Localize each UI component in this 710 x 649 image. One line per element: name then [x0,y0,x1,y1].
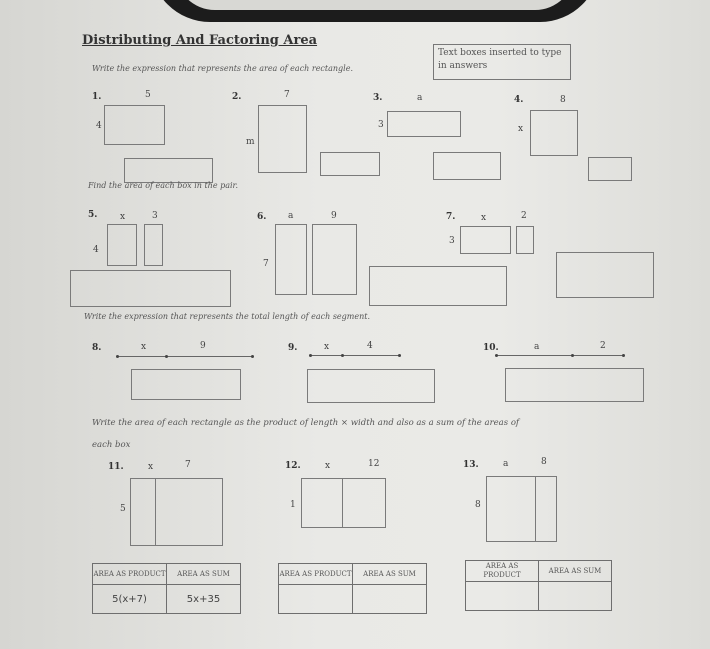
problem-12-header-sum: AREA AS SUM [353,564,427,585]
problem-10-segment-a: a [534,342,540,352]
problem-6-number: 6. [257,212,267,222]
problem-2-number: 2. [232,92,242,102]
problem-11-side-label: 5 [120,504,126,514]
problem-10-number: 10. [483,343,499,353]
problem-11-answer-sum[interactable]: 5x+35 [167,585,241,614]
problem-5-answer-box[interactable] [70,270,231,307]
problem-4-side-label: x [518,124,524,134]
problem-9-point-start [309,354,312,357]
problem-13-answer-sum[interactable] [539,582,612,611]
problem-10-segment [496,355,624,356]
problem-1-side-label: 4 [96,121,102,131]
problem-9-segment-a: x [324,342,330,352]
problem-7-side-label: 3 [449,236,455,246]
problem-7-top-b: 2 [521,211,527,221]
problem-11-top-a: x [148,462,154,472]
answer-note-box[interactable]: Text boxes inserted to type in answers [433,44,571,80]
problem-12-header-product: AREA AS PRODUCT [279,564,353,585]
problem-11-area-table [92,563,241,614]
problem-12-side-label: 1 [290,500,296,510]
problem-1-answer-box[interactable] [124,158,213,183]
problem-10-point-end [622,354,625,357]
problem-13-top-b: 8 [541,457,547,467]
problem-3-top-label: a [417,93,423,103]
problem-12-area-table [278,563,427,614]
problem-12-number: 12. [285,461,301,471]
problem-6-side-label: 7 [263,259,269,269]
problem-8-answer-box[interactable] [131,369,241,400]
problem-3-side-label: 3 [378,120,384,130]
problem-3-rectangle [387,111,461,137]
problem-11-answer-product[interactable]: 5(x+7) [93,585,167,614]
problem-6-top-a: a [288,211,294,221]
problem-6-box-b [312,224,357,295]
problem-13-rectangle [486,476,557,542]
problem-5-box-b [144,224,163,266]
problem-12-answer-sum[interactable] [353,585,427,614]
problem-11-rectangle [130,478,223,546]
problem-9-segment-b: 4 [367,341,373,351]
problem-2-answer-box[interactable] [320,152,380,176]
problem-1-rectangle [104,105,165,145]
problem-11-number: 11. [108,462,124,472]
problem-10-point-start [495,354,498,357]
problem-4-answer-box[interactable] [588,157,632,181]
problem-13-divider [535,476,536,542]
problem-13-side-label: 8 [475,500,481,510]
problem-4-top-label: 8 [560,95,566,105]
instruction-part4-line2: each box [92,440,131,450]
problem-8-segment-b: 9 [200,341,206,351]
instruction-part1: Write the expression that represents the area of each rectangle. [92,64,353,73]
problem-9-point-mid [341,354,344,357]
problem-13-header-sum: AREA AS SUM [539,561,612,582]
worksheet-title: Distributing And Factoring Area [82,33,318,48]
problem-12-top-a: x [325,461,331,471]
problem-9-number: 9. [288,343,298,353]
problem-1-top-label: 5 [145,90,151,100]
problem-2-top-label: 7 [284,90,290,100]
problem-5-box-a [107,224,137,266]
clipboard-clip-highlight [175,0,575,10]
problem-10-answer-box[interactable] [505,368,644,402]
problem-13-area-table [465,560,612,611]
problem-7-box-b [516,226,534,254]
problem-8-point-mid [165,355,168,358]
problem-3-answer-box[interactable] [433,152,501,180]
problem-11-header-sum: AREA AS SUM [167,564,241,585]
problem-12-rectangle [301,478,386,528]
problem-6-top-b: 9 [331,211,337,221]
problem-12-answer-product[interactable] [279,585,353,614]
instruction-part2: Find the area of each box in the pair. [88,181,239,190]
problem-5-number: 5. [88,210,98,220]
problem-8-point-end [251,355,254,358]
problem-5-side-label: 4 [93,245,99,255]
problem-13-top-a: a [503,459,509,469]
problem-2-rectangle [258,105,307,173]
problem-12-divider [342,478,343,528]
problem-3-number: 3. [373,93,383,103]
problem-12-top-b: 12 [368,459,380,469]
problem-9-point-end [398,354,401,357]
problem-8-number: 8. [92,343,102,353]
problem-2-side-label: m [246,137,255,147]
problem-13-header-product: AREA AS PRODUCT [466,561,539,582]
problem-10-point-mid [571,354,574,357]
problem-1-number: 1. [92,92,102,102]
problem-13-number: 13. [463,460,479,470]
instruction-part4-line1: Write the area of each rectangle as the product of length × width and also as a sum of the areas of [92,418,520,428]
problem-9-segment [310,355,400,356]
problem-9-answer-box[interactable] [307,369,435,403]
instruction-part3: Write the expression that represents the total length of each segment. [84,312,371,321]
problem-11-divider [155,478,156,546]
problem-5-top-b: 3 [152,211,158,221]
problem-10-segment-b: 2 [600,341,606,351]
problem-13-answer-product[interactable] [466,582,539,611]
problem-11-top-b: 7 [185,460,191,470]
problem-4-number: 4. [514,95,524,105]
problem-6-box-a [275,224,307,295]
problem-4-rectangle [530,110,578,156]
problem-8-segment [117,356,253,357]
problem-8-segment-a: x [141,342,147,352]
problem-7-box-a [460,226,511,254]
problem-7-answer-box[interactable] [556,252,654,298]
problem-5-top-a: x [120,212,126,222]
problem-7-top-a: x [481,213,487,223]
problem-8-point-start [116,355,119,358]
problem-7-number: 7. [446,212,456,222]
problem-11-header-product: AREA AS PRODUCT [93,564,167,585]
problem-6-answer-box[interactable] [369,266,507,306]
